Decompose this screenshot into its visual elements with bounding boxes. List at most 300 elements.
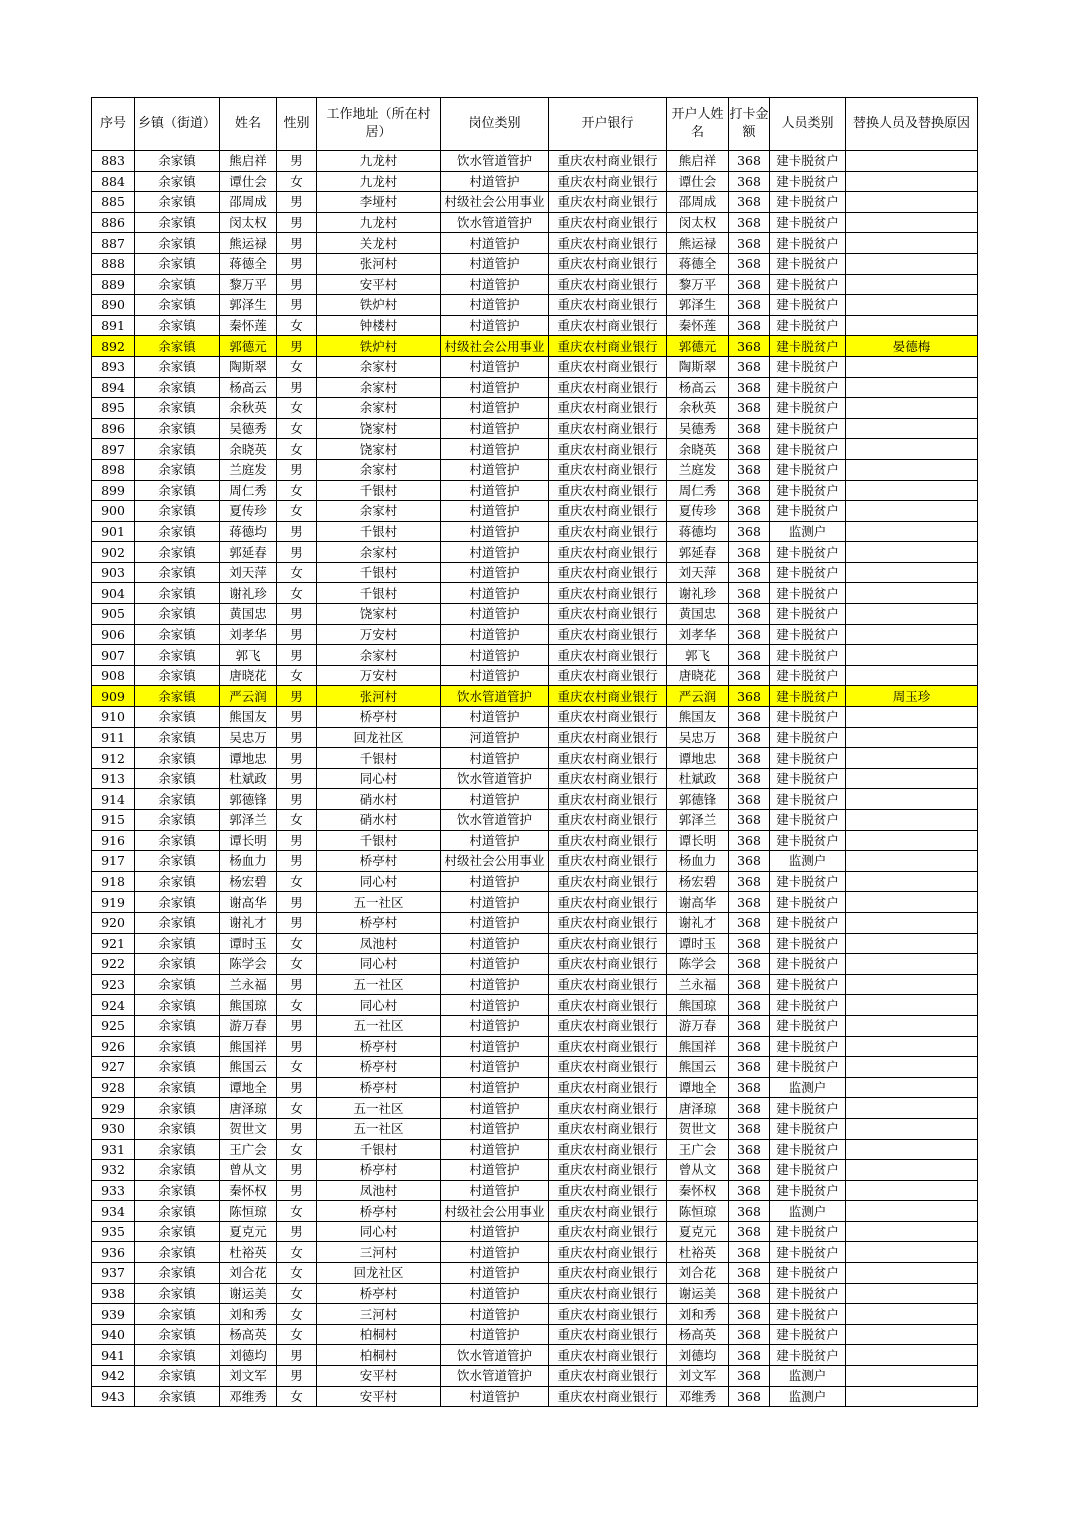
replace-cell: [846, 1263, 978, 1284]
replace-cell: [846, 974, 978, 995]
town-cell: 余家镇: [135, 1263, 220, 1284]
name-cell: 杜裕英: [220, 1242, 277, 1263]
name-cell: 杨高云: [220, 377, 277, 398]
holder-cell: 郭德锋: [667, 789, 729, 810]
replace-cell: [846, 851, 978, 872]
seq-cell: 900: [92, 501, 135, 522]
amount-cell: 368: [729, 1077, 770, 1098]
town-cell: 余家镇: [135, 1118, 220, 1139]
holder-cell: 杨血力: [667, 851, 729, 872]
replace-cell: [846, 1386, 978, 1407]
town-cell: 余家镇: [135, 1036, 220, 1057]
gender-cell: 女: [277, 871, 317, 892]
name-cell: 刘德均: [220, 1345, 277, 1366]
post-cell: 饮水管道管护: [441, 212, 549, 233]
seq-cell: 887: [92, 233, 135, 254]
replace-cell: [846, 192, 978, 213]
name-cell: 蒋德均: [220, 521, 277, 542]
table-row: [92, 1283, 978, 1304]
seq-cell: 915: [92, 810, 135, 831]
table-row: [92, 665, 978, 686]
table-row: [92, 212, 978, 233]
bank-cell: 重庆农村商业银行: [549, 1304, 667, 1325]
address-cell: 千银村: [317, 583, 441, 604]
address-cell: 凤池村: [317, 1180, 441, 1201]
amount-cell: 368: [729, 665, 770, 686]
seq-cell: 890: [92, 295, 135, 316]
amount-cell: 368: [729, 418, 770, 439]
seq-cell: 906: [92, 624, 135, 645]
gender-cell: 女: [277, 1098, 317, 1119]
bank-cell: 重庆农村商业银行: [549, 1160, 667, 1181]
bank-cell: 重庆农村商业银行: [549, 151, 667, 172]
replace-cell: [846, 418, 978, 439]
category-cell: 建卡脱贫户: [770, 604, 846, 625]
table-row: [92, 686, 978, 707]
post-cell: 村道管护: [441, 521, 549, 542]
bank-cell: 重庆农村商业银行: [549, 748, 667, 769]
post-cell: 村道管护: [441, 1221, 549, 1242]
table-row: [92, 583, 978, 604]
amount-cell: 368: [729, 480, 770, 501]
table-row: [92, 439, 978, 460]
replace-cell: [846, 439, 978, 460]
seq-cell: 892: [92, 336, 135, 357]
amount-cell: 368: [729, 995, 770, 1016]
seq-cell: 896: [92, 418, 135, 439]
amount-cell: 368: [729, 1242, 770, 1263]
header-name: 姓名: [220, 98, 277, 151]
replace-cell: [846, 253, 978, 274]
name-cell: 谭地忠: [220, 748, 277, 769]
seq-cell: 907: [92, 645, 135, 666]
replace-cell: [846, 1118, 978, 1139]
post-cell: 村道管护: [441, 1057, 549, 1078]
replace-cell: [846, 315, 978, 336]
address-cell: 铁炉村: [317, 336, 441, 357]
table-row: [92, 1118, 978, 1139]
table-body: [92, 151, 978, 1407]
seq-cell: 901: [92, 521, 135, 542]
town-cell: 余家镇: [135, 151, 220, 172]
table-row: [92, 459, 978, 480]
address-cell: 凤池村: [317, 933, 441, 954]
replace-cell: [846, 912, 978, 933]
seq-cell: 941: [92, 1345, 135, 1366]
town-cell: 余家镇: [135, 521, 220, 542]
town-cell: 余家镇: [135, 830, 220, 851]
amount-cell: 368: [729, 624, 770, 645]
bank-cell: 重庆农村商业银行: [549, 1118, 667, 1139]
bank-cell: 重庆农村商业银行: [549, 336, 667, 357]
address-cell: 九龙村: [317, 151, 441, 172]
name-cell: 熊国祥: [220, 1036, 277, 1057]
post-cell: 村道管护: [441, 1263, 549, 1284]
category-cell: 建卡脱贫户: [770, 1304, 846, 1325]
seq-cell: 931: [92, 1139, 135, 1160]
holder-cell: 刘和秀: [667, 1304, 729, 1325]
holder-cell: 严云润: [667, 686, 729, 707]
name-cell: 熊启祥: [220, 151, 277, 172]
town-cell: 余家镇: [135, 315, 220, 336]
gender-cell: 男: [277, 748, 317, 769]
seq-cell: 933: [92, 1180, 135, 1201]
table-row: [92, 1324, 978, 1345]
town-cell: 余家镇: [135, 1160, 220, 1181]
seq-cell: 917: [92, 851, 135, 872]
amount-cell: 368: [729, 1304, 770, 1325]
name-cell: 谭仕会: [220, 171, 277, 192]
table-row: [92, 480, 978, 501]
address-cell: 九龙村: [317, 171, 441, 192]
replace-cell: [846, 274, 978, 295]
category-cell: 建卡脱贫户: [770, 480, 846, 501]
gender-cell: 男: [277, 851, 317, 872]
table-row: [92, 542, 978, 563]
town-cell: 余家镇: [135, 707, 220, 728]
name-cell: 兰永福: [220, 974, 277, 995]
post-cell: 村道管护: [441, 933, 549, 954]
holder-cell: 刘孝华: [667, 624, 729, 645]
name-cell: 谭长明: [220, 830, 277, 851]
category-cell: 建卡脱贫户: [770, 171, 846, 192]
address-cell: 余家村: [317, 377, 441, 398]
category-cell: 建卡脱贫户: [770, 542, 846, 563]
address-cell: 饶家村: [317, 439, 441, 460]
gender-cell: 女: [277, 480, 317, 501]
gender-cell: 男: [277, 233, 317, 254]
address-cell: 九龙村: [317, 212, 441, 233]
holder-cell: 游万春: [667, 1015, 729, 1036]
holder-cell: 杨宏碧: [667, 871, 729, 892]
table-row: [92, 748, 978, 769]
holder-cell: 唐晓花: [667, 665, 729, 686]
address-cell: 千银村: [317, 562, 441, 583]
post-cell: 村道管护: [441, 356, 549, 377]
category-cell: 建卡脱贫户: [770, 1283, 846, 1304]
holder-cell: 郭飞: [667, 645, 729, 666]
bank-cell: 重庆农村商业银行: [549, 418, 667, 439]
town-cell: 余家镇: [135, 933, 220, 954]
category-cell: 监测户: [770, 1386, 846, 1407]
name-cell: 秦怀权: [220, 1180, 277, 1201]
seq-cell: 884: [92, 171, 135, 192]
bank-cell: 重庆农村商业银行: [549, 295, 667, 316]
town-cell: 余家镇: [135, 233, 220, 254]
replace-cell: [846, 1057, 978, 1078]
seq-cell: 925: [92, 1015, 135, 1036]
post-cell: 村道管护: [441, 542, 549, 563]
holder-cell: 杜裕英: [667, 1242, 729, 1263]
town-cell: 余家镇: [135, 851, 220, 872]
town-cell: 余家镇: [135, 748, 220, 769]
replace-cell: [846, 1324, 978, 1345]
seq-cell: 910: [92, 707, 135, 728]
holder-cell: 刘文军: [667, 1366, 729, 1387]
post-cell: 村道管护: [441, 171, 549, 192]
category-cell: 建卡脱贫户: [770, 727, 846, 748]
roster-sheet: [91, 97, 978, 1407]
town-cell: 余家镇: [135, 1324, 220, 1345]
gender-cell: 女: [277, 439, 317, 460]
seq-cell: 936: [92, 1242, 135, 1263]
town-cell: 余家镇: [135, 212, 220, 233]
name-cell: 周仁秀: [220, 480, 277, 501]
address-cell: 余家村: [317, 542, 441, 563]
bank-cell: 重庆农村商业银行: [549, 1201, 667, 1222]
post-cell: 村道管护: [441, 665, 549, 686]
seq-cell: 886: [92, 212, 135, 233]
name-cell: 郭泽生: [220, 295, 277, 316]
bank-cell: 重庆农村商业银行: [549, 233, 667, 254]
seq-cell: 909: [92, 686, 135, 707]
gender-cell: 女: [277, 995, 317, 1016]
category-cell: 建卡脱贫户: [770, 1098, 846, 1119]
amount-cell: 368: [729, 1036, 770, 1057]
gender-cell: 男: [277, 274, 317, 295]
replace-cell: [846, 459, 978, 480]
table-row: [92, 521, 978, 542]
address-cell: 千银村: [317, 830, 441, 851]
address-cell: 五一社区: [317, 1015, 441, 1036]
amount-cell: 368: [729, 604, 770, 625]
table-row: [92, 707, 978, 728]
replace-cell: [846, 1304, 978, 1325]
holder-cell: 唐泽琼: [667, 1098, 729, 1119]
category-cell: 建卡脱贫户: [770, 974, 846, 995]
name-cell: 吴忠万: [220, 727, 277, 748]
category-cell: 建卡脱贫户: [770, 315, 846, 336]
category-cell: 建卡脱贫户: [770, 192, 846, 213]
seq-cell: 940: [92, 1324, 135, 1345]
bank-cell: 重庆农村商业银行: [549, 871, 667, 892]
replace-cell: [846, 604, 978, 625]
holder-cell: 周仁秀: [667, 480, 729, 501]
holder-cell: 秦怀权: [667, 1180, 729, 1201]
gender-cell: 女: [277, 583, 317, 604]
holder-cell: 谭仕会: [667, 171, 729, 192]
name-cell: 邓维秀: [220, 1386, 277, 1407]
holder-cell: 余秋英: [667, 398, 729, 419]
table-row: [92, 1242, 978, 1263]
table-row: [92, 871, 978, 892]
town-cell: 余家镇: [135, 665, 220, 686]
replace-cell: [846, 480, 978, 501]
seq-cell: 942: [92, 1366, 135, 1387]
gender-cell: 男: [277, 604, 317, 625]
gender-cell: 女: [277, 1304, 317, 1325]
post-cell: 村道管护: [441, 1098, 549, 1119]
address-cell: 桥亭村: [317, 851, 441, 872]
holder-cell: 陈学会: [667, 954, 729, 975]
post-cell: 村道管护: [441, 459, 549, 480]
gender-cell: 男: [277, 789, 317, 810]
town-cell: 余家镇: [135, 480, 220, 501]
gender-cell: 女: [277, 171, 317, 192]
bank-cell: 重庆农村商业银行: [549, 1221, 667, 1242]
holder-cell: 谭时玉: [667, 933, 729, 954]
holder-cell: 谭长明: [667, 830, 729, 851]
replace-cell: [846, 1077, 978, 1098]
name-cell: 杨血力: [220, 851, 277, 872]
name-cell: 郭延春: [220, 542, 277, 563]
town-cell: 余家镇: [135, 274, 220, 295]
table-row: [92, 418, 978, 439]
town-cell: 余家镇: [135, 562, 220, 583]
category-cell: 建卡脱贫户: [770, 1139, 846, 1160]
category-cell: 建卡脱贫户: [770, 748, 846, 769]
gender-cell: 男: [277, 1180, 317, 1201]
town-cell: 余家镇: [135, 336, 220, 357]
table-row: [92, 233, 978, 254]
replace-cell: [846, 171, 978, 192]
address-cell: 余家村: [317, 398, 441, 419]
category-cell: 建卡脱贫户: [770, 1242, 846, 1263]
holder-cell: 贺世文: [667, 1118, 729, 1139]
bank-cell: 重庆农村商业银行: [549, 686, 667, 707]
name-cell: 夏克元: [220, 1221, 277, 1242]
seq-cell: 889: [92, 274, 135, 295]
address-cell: 回龙社区: [317, 1263, 441, 1284]
holder-cell: 曾从文: [667, 1160, 729, 1181]
seq-cell: 902: [92, 542, 135, 563]
seq-cell: 913: [92, 768, 135, 789]
bank-cell: 重庆农村商业银行: [549, 377, 667, 398]
seq-cell: 897: [92, 439, 135, 460]
name-cell: 杨宏碧: [220, 871, 277, 892]
town-cell: 余家镇: [135, 501, 220, 522]
table-row: [92, 1201, 978, 1222]
table-row: [92, 171, 978, 192]
address-cell: 五一社区: [317, 1098, 441, 1119]
seq-cell: 938: [92, 1283, 135, 1304]
bank-cell: 重庆农村商业银行: [549, 192, 667, 213]
name-cell: 唐泽琼: [220, 1098, 277, 1119]
seq-cell: 914: [92, 789, 135, 810]
amount-cell: 368: [729, 151, 770, 172]
replace-cell: [846, 1139, 978, 1160]
address-cell: 安平村: [317, 1386, 441, 1407]
amount-cell: 368: [729, 789, 770, 810]
table-row: [92, 192, 978, 213]
post-cell: 村级社会公用事业: [441, 1201, 549, 1222]
holder-cell: 熊国友: [667, 707, 729, 728]
amount-cell: 368: [729, 871, 770, 892]
town-cell: 余家镇: [135, 954, 220, 975]
holder-cell: 刘天萍: [667, 562, 729, 583]
gender-cell: 女: [277, 1263, 317, 1284]
holder-cell: 熊启祥: [667, 151, 729, 172]
town-cell: 余家镇: [135, 1345, 220, 1366]
holder-cell: 谢礼才: [667, 912, 729, 933]
table-row: [92, 562, 978, 583]
amount-cell: 368: [729, 233, 770, 254]
holder-cell: 王广会: [667, 1139, 729, 1160]
gender-cell: 女: [277, 1139, 317, 1160]
amount-cell: 368: [729, 501, 770, 522]
gender-cell: 男: [277, 830, 317, 851]
post-cell: 饮水管道管护: [441, 686, 549, 707]
name-cell: 余晓英: [220, 439, 277, 460]
gender-cell: 女: [277, 398, 317, 419]
holder-cell: 刘合花: [667, 1263, 729, 1284]
post-cell: 村道管护: [441, 233, 549, 254]
post-cell: 村级社会公用事业: [441, 192, 549, 213]
bank-cell: 重庆农村商业银行: [549, 810, 667, 831]
address-cell: 同心村: [317, 1221, 441, 1242]
address-cell: 张河村: [317, 686, 441, 707]
bank-cell: 重庆农村商业银行: [549, 356, 667, 377]
post-cell: 饮水管道管护: [441, 810, 549, 831]
town-cell: 余家镇: [135, 912, 220, 933]
seq-cell: 924: [92, 995, 135, 1016]
gender-cell: 女: [277, 954, 317, 975]
seq-cell: 943: [92, 1386, 135, 1407]
address-cell: 三河村: [317, 1242, 441, 1263]
town-cell: 余家镇: [135, 789, 220, 810]
gender-cell: 男: [277, 1118, 317, 1139]
seq-cell: 927: [92, 1057, 135, 1078]
bank-cell: 重庆农村商业银行: [549, 1139, 667, 1160]
seq-cell: 918: [92, 871, 135, 892]
holder-cell: 黎万平: [667, 274, 729, 295]
name-cell: 唐晓花: [220, 665, 277, 686]
category-cell: 建卡脱贫户: [770, 583, 846, 604]
table-row: [92, 1263, 978, 1284]
bank-cell: 重庆农村商业银行: [549, 830, 667, 851]
replace-cell: [846, 1345, 978, 1366]
post-cell: 村道管护: [441, 377, 549, 398]
bank-cell: 重庆农村商业银行: [549, 398, 667, 419]
seq-cell: 894: [92, 377, 135, 398]
seq-cell: 928: [92, 1077, 135, 1098]
replace-cell: [846, 1242, 978, 1263]
replace-cell: [846, 233, 978, 254]
table-row: [92, 789, 978, 810]
replace-cell: [846, 995, 978, 1016]
post-cell: 村道管护: [441, 562, 549, 583]
town-cell: 余家镇: [135, 171, 220, 192]
address-cell: 硝水村: [317, 810, 441, 831]
bank-cell: 重庆农村商业银行: [549, 1057, 667, 1078]
address-cell: 千银村: [317, 480, 441, 501]
amount-cell: 368: [729, 645, 770, 666]
post-cell: 村道管护: [441, 1324, 549, 1345]
replace-cell: [846, 1036, 978, 1057]
table-row: [92, 1098, 978, 1119]
table-row: [92, 892, 978, 913]
town-cell: 余家镇: [135, 295, 220, 316]
town-cell: 余家镇: [135, 377, 220, 398]
name-cell: 谢礼珍: [220, 583, 277, 604]
post-cell: 村道管护: [441, 253, 549, 274]
post-cell: 村道管护: [441, 295, 549, 316]
address-cell: 硝水村: [317, 789, 441, 810]
bank-cell: 重庆农村商业银行: [549, 1324, 667, 1345]
town-cell: 余家镇: [135, 1386, 220, 1407]
address-cell: 五一社区: [317, 974, 441, 995]
post-cell: 村道管护: [441, 1242, 549, 1263]
holder-cell: 谭地忠: [667, 748, 729, 769]
holder-cell: 夏传珍: [667, 501, 729, 522]
bank-cell: 重庆农村商业银行: [549, 645, 667, 666]
address-cell: 桥亭村: [317, 1283, 441, 1304]
amount-cell: 368: [729, 542, 770, 563]
gender-cell: 男: [277, 974, 317, 995]
bank-cell: 重庆农村商业银行: [549, 1180, 667, 1201]
header-amount: 打卡金额: [729, 98, 770, 151]
table-row: [92, 1057, 978, 1078]
